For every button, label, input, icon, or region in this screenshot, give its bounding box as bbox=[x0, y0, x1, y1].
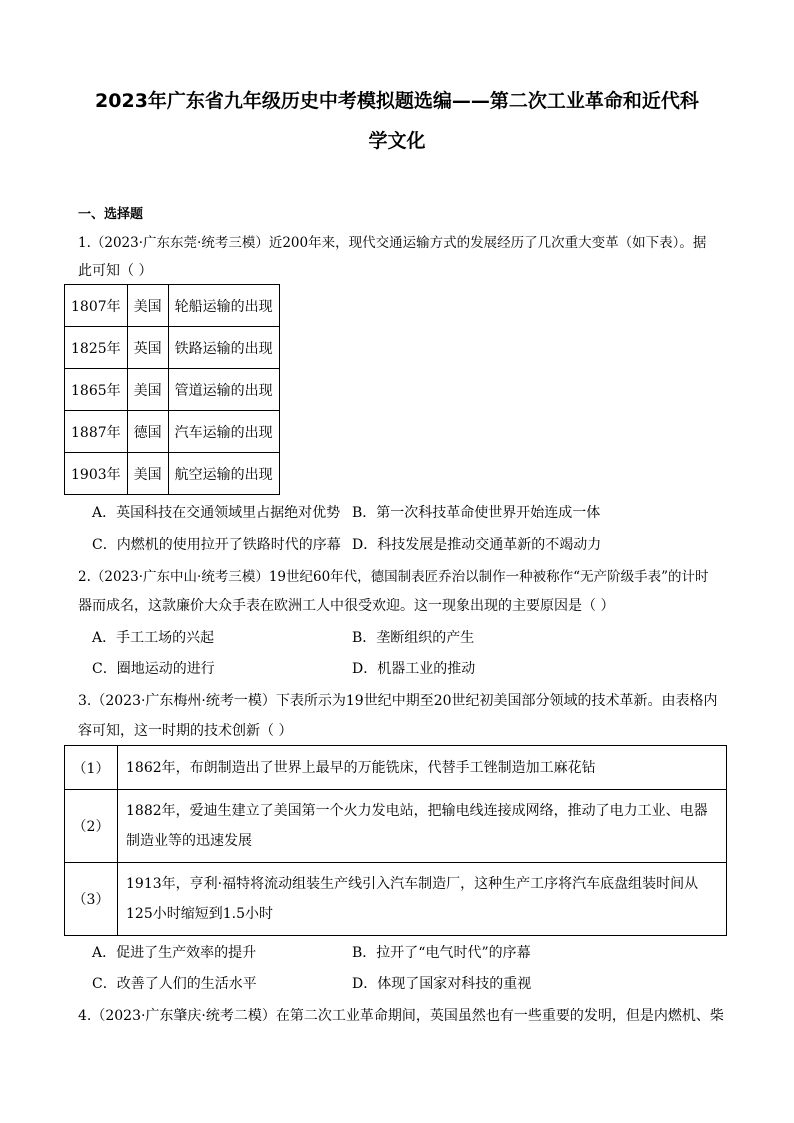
question-1-stem: 1.（2023·广东东莞·统考三模）近200年来，现代交通运输方式的发展经历了几次重大变革（如下表）。据 bbox=[78, 235, 707, 251]
question-2-option-c: C．圈地运动的进行 bbox=[92, 661, 215, 677]
table-row bbox=[65, 453, 280, 495]
table-cell-number: （2） bbox=[65, 790, 118, 863]
question-1-option-c: C．内燃机的使用拉开了铁路时代的序幕 bbox=[92, 537, 341, 553]
question-1-option-d: D．科技发展是推动交通革新的不竭动力 bbox=[352, 537, 602, 553]
table-row bbox=[65, 863, 727, 936]
table-cell-event: 轮船运输的出现 bbox=[168, 285, 279, 327]
question-1-stem-continued: 此可知（ ） bbox=[78, 263, 153, 279]
question-3-stem: 3.（2023·广东梅州·统考一模）下表所示为19世纪中期至20世纪初美国部分领域的技术革新。由表格内 bbox=[78, 693, 718, 709]
table-cell-country: 德国 bbox=[127, 411, 168, 453]
table-cell-year: 1887年 bbox=[65, 411, 128, 453]
question-2-option-a: A．手工工场的兴起 bbox=[92, 630, 215, 646]
technology-table bbox=[64, 745, 727, 936]
question-2-stem-continued: 器而成名，这款廉价大众手表在欧洲工人中很受欢迎。这一现象出现的主要原因是（ ） bbox=[78, 598, 615, 614]
question-4-stem: 4.（2023·广东肇庆·统考二模）在第二次工业革命期间，英国虽然也有一些重要的发明，但是内燃机、柴 bbox=[78, 1008, 724, 1024]
table-cell-event: 汽车运输的出现 bbox=[168, 411, 279, 453]
question-2-option-b: B．垄断组织的产生 bbox=[352, 630, 475, 646]
transport-table bbox=[64, 284, 280, 495]
table-cell-country: 美国 bbox=[127, 453, 168, 495]
table-cell-number: （1） bbox=[65, 746, 118, 790]
question-1-option-a: A．英国科技在交通领域里占据绝对优势 bbox=[92, 505, 341, 521]
table-row bbox=[65, 411, 280, 453]
table-cell-text: 1913年，亨利·福特将流动组装生产线引入汽车制造厂，这种生产工序将汽车底盘组装时间从125小时缩短到1.5小时 bbox=[118, 863, 727, 936]
table-row bbox=[65, 327, 280, 369]
question-3-stem-continued: 容可知，这一时期的技术创新（ ） bbox=[78, 723, 293, 739]
table-cell-event: 管道运输的出现 bbox=[168, 369, 279, 411]
table-cell-event: 航空运输的出现 bbox=[168, 453, 279, 495]
table-cell-event: 铁路运输的出现 bbox=[168, 327, 279, 369]
table-cell-year: 1865年 bbox=[65, 369, 128, 411]
table-row bbox=[65, 790, 727, 863]
question-2-option-d: D．机器工业的推动 bbox=[352, 661, 476, 677]
question-3-option-b: B．拉开了“电气时代”的序幕 bbox=[352, 945, 531, 961]
table-cell-year: 1807年 bbox=[65, 285, 128, 327]
table-row bbox=[65, 369, 280, 411]
table-cell-number: （3） bbox=[65, 863, 118, 936]
table-row bbox=[65, 746, 727, 790]
question-3-option-c: C．改善了人们的生活水平 bbox=[92, 976, 257, 992]
question-1-option-b: B．第一次科技革命使世界开始连成一体 bbox=[352, 505, 601, 521]
table-cell-year: 1903年 bbox=[65, 453, 128, 495]
question-2-stem: 2.（2023·广东中山·统考三模）19世纪60年代，德国制表匠乔治以制作一种被称作“无产阶级手表”的计时 bbox=[78, 569, 709, 585]
section-heading: 一、选择题 bbox=[78, 207, 144, 222]
table-cell-year: 1825年 bbox=[65, 327, 128, 369]
page-title-continued: 学文化 bbox=[368, 130, 426, 152]
table-row bbox=[65, 285, 280, 327]
table-cell-text: 1862年，布朗制造出了世界上最早的万能铣床，代替手工锉制造加工麻花钻 bbox=[118, 746, 727, 790]
question-3-option-a: A．促进了生产效率的提升 bbox=[92, 945, 257, 961]
table-cell-country: 美国 bbox=[127, 285, 168, 327]
question-3-option-d: D．体现了国家对科技的重视 bbox=[352, 976, 532, 992]
page-title: 2023年广东省九年级历史中考模拟题选编——第二次工业革命和近代科 bbox=[95, 90, 699, 112]
table-cell-text: 1882年，爱迪生建立了美国第一个火力发电站，把输电线连接成网络，推动了电力工业、电器制造业等的迅速发展 bbox=[118, 790, 727, 863]
table-cell-country: 英国 bbox=[127, 327, 168, 369]
table-cell-country: 美国 bbox=[127, 369, 168, 411]
